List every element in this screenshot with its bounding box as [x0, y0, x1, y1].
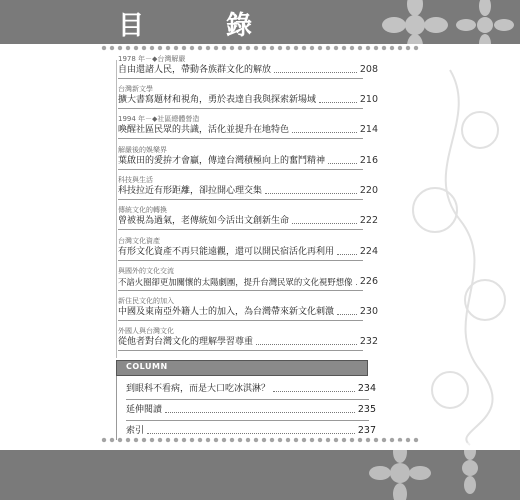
divider [126, 420, 369, 421]
toc-page-number: 226 [359, 276, 378, 287]
divider [118, 350, 363, 351]
toc-category: 1994 年－◆社區總體營造 [118, 115, 200, 123]
toc-title: 科技拉近有形距離，卻拉開心理交集 [118, 186, 263, 196]
toc-title: 中國及東南亞外籍人士的加入，為台灣帶來新文化刺激 [118, 307, 335, 317]
column-title: 索引 [126, 426, 145, 436]
lace-divider [100, 45, 420, 52]
floral-ornament-icon [360, 438, 510, 500]
toc-page-number: 230 [359, 306, 378, 317]
column-page-number: 234 [357, 383, 376, 394]
toc-entry[interactable] [118, 327, 378, 351]
divider [118, 199, 363, 200]
column-list [116, 376, 376, 440]
column-title: 到眼科不看病，而是大口吃冰淇淋？ [126, 384, 271, 394]
leader-dots [265, 193, 357, 194]
toc-page-number: 232 [359, 336, 378, 347]
toc-title: 葉啟田的愛拚才會贏，傳達台灣積極向上的奮鬥精神 [118, 156, 326, 166]
leader-dots [337, 254, 357, 255]
toc-title: 擴大書寫題材和視角，勇於表達自我與探索新場域 [118, 95, 317, 105]
toc-category: 傳統文化的轉換 [118, 206, 167, 214]
leader-dots [256, 344, 357, 345]
divider [118, 108, 363, 109]
toc-title: 有形文化資產不再只能遠觀，還可以開民宿活化再利用 [118, 247, 335, 257]
leader-dots [328, 163, 357, 164]
divider [118, 260, 363, 261]
toc-page-number: 216 [359, 155, 378, 166]
leader-dots [292, 223, 357, 224]
leader-dots [319, 102, 357, 103]
toc-category: 科技與生活 [118, 176, 153, 184]
toc-entry[interactable] [118, 267, 378, 291]
toc-category: 台灣新文學 [118, 85, 153, 93]
toc-entry[interactable] [118, 237, 378, 261]
leader-dots [337, 314, 357, 315]
toc-entry[interactable] [118, 146, 378, 170]
leader-dots [356, 284, 357, 285]
divider [118, 78, 363, 79]
toc-title: 不諳火圈卻更加關懷的太陽劇團，提升台灣民眾的文化視野想像 [118, 277, 353, 287]
leader-dots [292, 132, 357, 133]
left-rule [116, 60, 117, 358]
divider [118, 138, 363, 139]
toc-entry[interactable] [118, 85, 378, 109]
column-entry[interactable] [126, 383, 376, 395]
divider [118, 169, 363, 170]
floral-background-icon [380, 60, 520, 450]
column-page-number: 235 [357, 404, 376, 415]
column-entry[interactable] [126, 404, 376, 416]
toc-category: 1978 年－◆台灣解嚴 [118, 55, 186, 63]
divider [118, 290, 363, 291]
header-band [0, 0, 520, 44]
page-title: 目 錄 [118, 11, 281, 41]
leader-dots [274, 72, 357, 73]
toc-title: 曾被視為過氣，老傳統如今活出文創新生命 [118, 216, 290, 226]
toc-category: 與國外的文化交流 [118, 267, 174, 275]
toc-category: 台灣文化資產 [118, 237, 160, 245]
toc-category: 新住民文化的加入 [118, 297, 174, 305]
toc-page-number: 224 [359, 246, 378, 257]
leader-dots [273, 391, 355, 392]
column-page-number: 237 [357, 425, 376, 436]
leader-dots [165, 412, 355, 413]
column-label: COLUMN [126, 362, 168, 371]
toc-title: 從他者對台灣文化的理解學習尊重 [118, 337, 254, 347]
toc-entry[interactable] [118, 55, 378, 79]
divider [118, 229, 363, 230]
toc-entry[interactable] [118, 297, 378, 321]
column-header [116, 360, 368, 376]
toc-title: 自由還諸人民，帶動各族群文化的解放 [118, 65, 272, 75]
divider [126, 399, 369, 400]
toc-page-number: 222 [359, 215, 378, 226]
column-title: 延伸閱讀 [126, 405, 163, 415]
toc-page-number: 214 [359, 124, 378, 135]
toc-page-number: 220 [359, 185, 378, 196]
toc-category: 外國人與台灣文化 [118, 327, 174, 335]
toc-entry[interactable] [118, 206, 378, 230]
floral-ornament-icon [440, 0, 520, 60]
toc-page-number: 208 [359, 64, 378, 75]
leader-dots [147, 433, 355, 434]
toc-category: 解嚴後的娛樂界 [118, 146, 167, 154]
toc-entry[interactable] [118, 176, 378, 200]
column-entry[interactable] [126, 425, 376, 437]
footer-band [0, 450, 520, 500]
toc-page-number: 210 [359, 94, 378, 105]
toc-entry[interactable] [118, 115, 378, 139]
divider [118, 320, 363, 321]
toc-title: 喚醒社區民眾的共識，活化並提升在地特色 [118, 125, 290, 135]
